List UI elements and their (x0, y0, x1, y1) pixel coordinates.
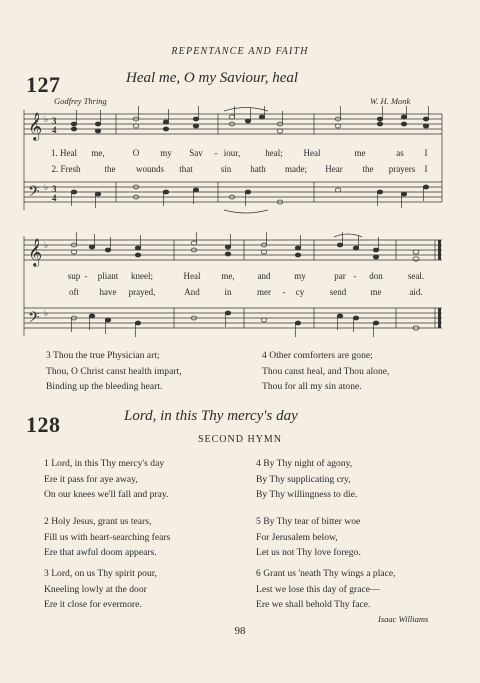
svg-text:4: 4 (52, 193, 57, 203)
hymn-number-127: 127 (26, 72, 61, 97)
hymn128-stanza-4: 4 By Thy night of agony, By Thy supplicating cry, By Thy willingness to die. (256, 458, 358, 500)
page-number: 98 (234, 625, 246, 637)
svg-text:♭: ♭ (44, 114, 49, 124)
svg-text:♭: ♭ (44, 182, 49, 192)
svg-text:4: 4 (52, 125, 57, 135)
svg-text:3: 3 (52, 184, 57, 194)
hymn-subtitle-128: SECOND HYMN (197, 434, 283, 445)
hymn-author-127: Godfrey Thring (54, 96, 107, 106)
svg-text:𝄢: 𝄢 (28, 183, 40, 204)
lyrics-verse1-line1: 1. Heal me, O my Sav - iour, heal; Heal me as I (51, 148, 428, 158)
hymn128-stanza-3: 3 Lord, on us Thy spirit pour, Kneeling lowly at the door Ere it close for evermore. (44, 568, 157, 610)
hymn128-stanza-2: 2 Holy Jesus, grant us tears, Fill us with heart-searching fears Ere that awful doom appears. (44, 516, 171, 558)
lyrics-verse2-line2: oft have prayed, And in mer - cy send me aid. (69, 287, 423, 297)
hymn-title-127: Heal me, O my Saviour, heal (126, 70, 299, 86)
lyrics-verse1-line2: sup - pliant kneel; Heal me, and my par - don seal. (67, 271, 425, 281)
hymn-composer-127: W. H. Monk (370, 96, 411, 106)
music-score-system-1 (18, 106, 450, 216)
hymn127-stanza-4: 4 Other comforters are gone; Thou canst heal, and Thou alone, Thou for all my sin atone. (262, 350, 390, 392)
hymn128-stanza-5: 5 By Thy tear of bitter woe For Jerusalem below, Let us not Thy love forego. (256, 516, 361, 558)
svg-text:♭: ♭ (44, 240, 49, 250)
svg-text:𝄞: 𝄞 (28, 238, 43, 266)
svg-text:3: 3 (52, 116, 57, 126)
hymn128-stanza-1: 1 Lord, in this Thy mercy's day Ere it pass for aye away, On our knees we'll fall and pray. (44, 458, 169, 500)
hymn-number-128: 128 (26, 412, 61, 437)
svg-text:𝄢: 𝄢 (28, 309, 40, 330)
running-head: REPENTANCE AND FAITH (171, 46, 309, 57)
svg-text:♭: ♭ (44, 308, 49, 318)
hymn-title-128: Lord, in this Thy mercy's day (124, 408, 298, 424)
hymn127-stanza-3: 3 Thou the true Physician art; Thou, O Christ canst health impart, Binding up the bleeding heart. (46, 350, 182, 392)
svg-text:𝄞: 𝄞 (28, 112, 43, 140)
hymn128-stanza-6: 6 Grant us 'neath Thy wings a place, Lest we lose this day of grace— Ere we shall behold Thy face. (256, 568, 396, 610)
hymn-author-128: Isaac Williams (378, 614, 429, 624)
lyrics-verse2-line1: 2. Fresh the wounds that sin hath made; Hear the prayers I (51, 164, 428, 174)
